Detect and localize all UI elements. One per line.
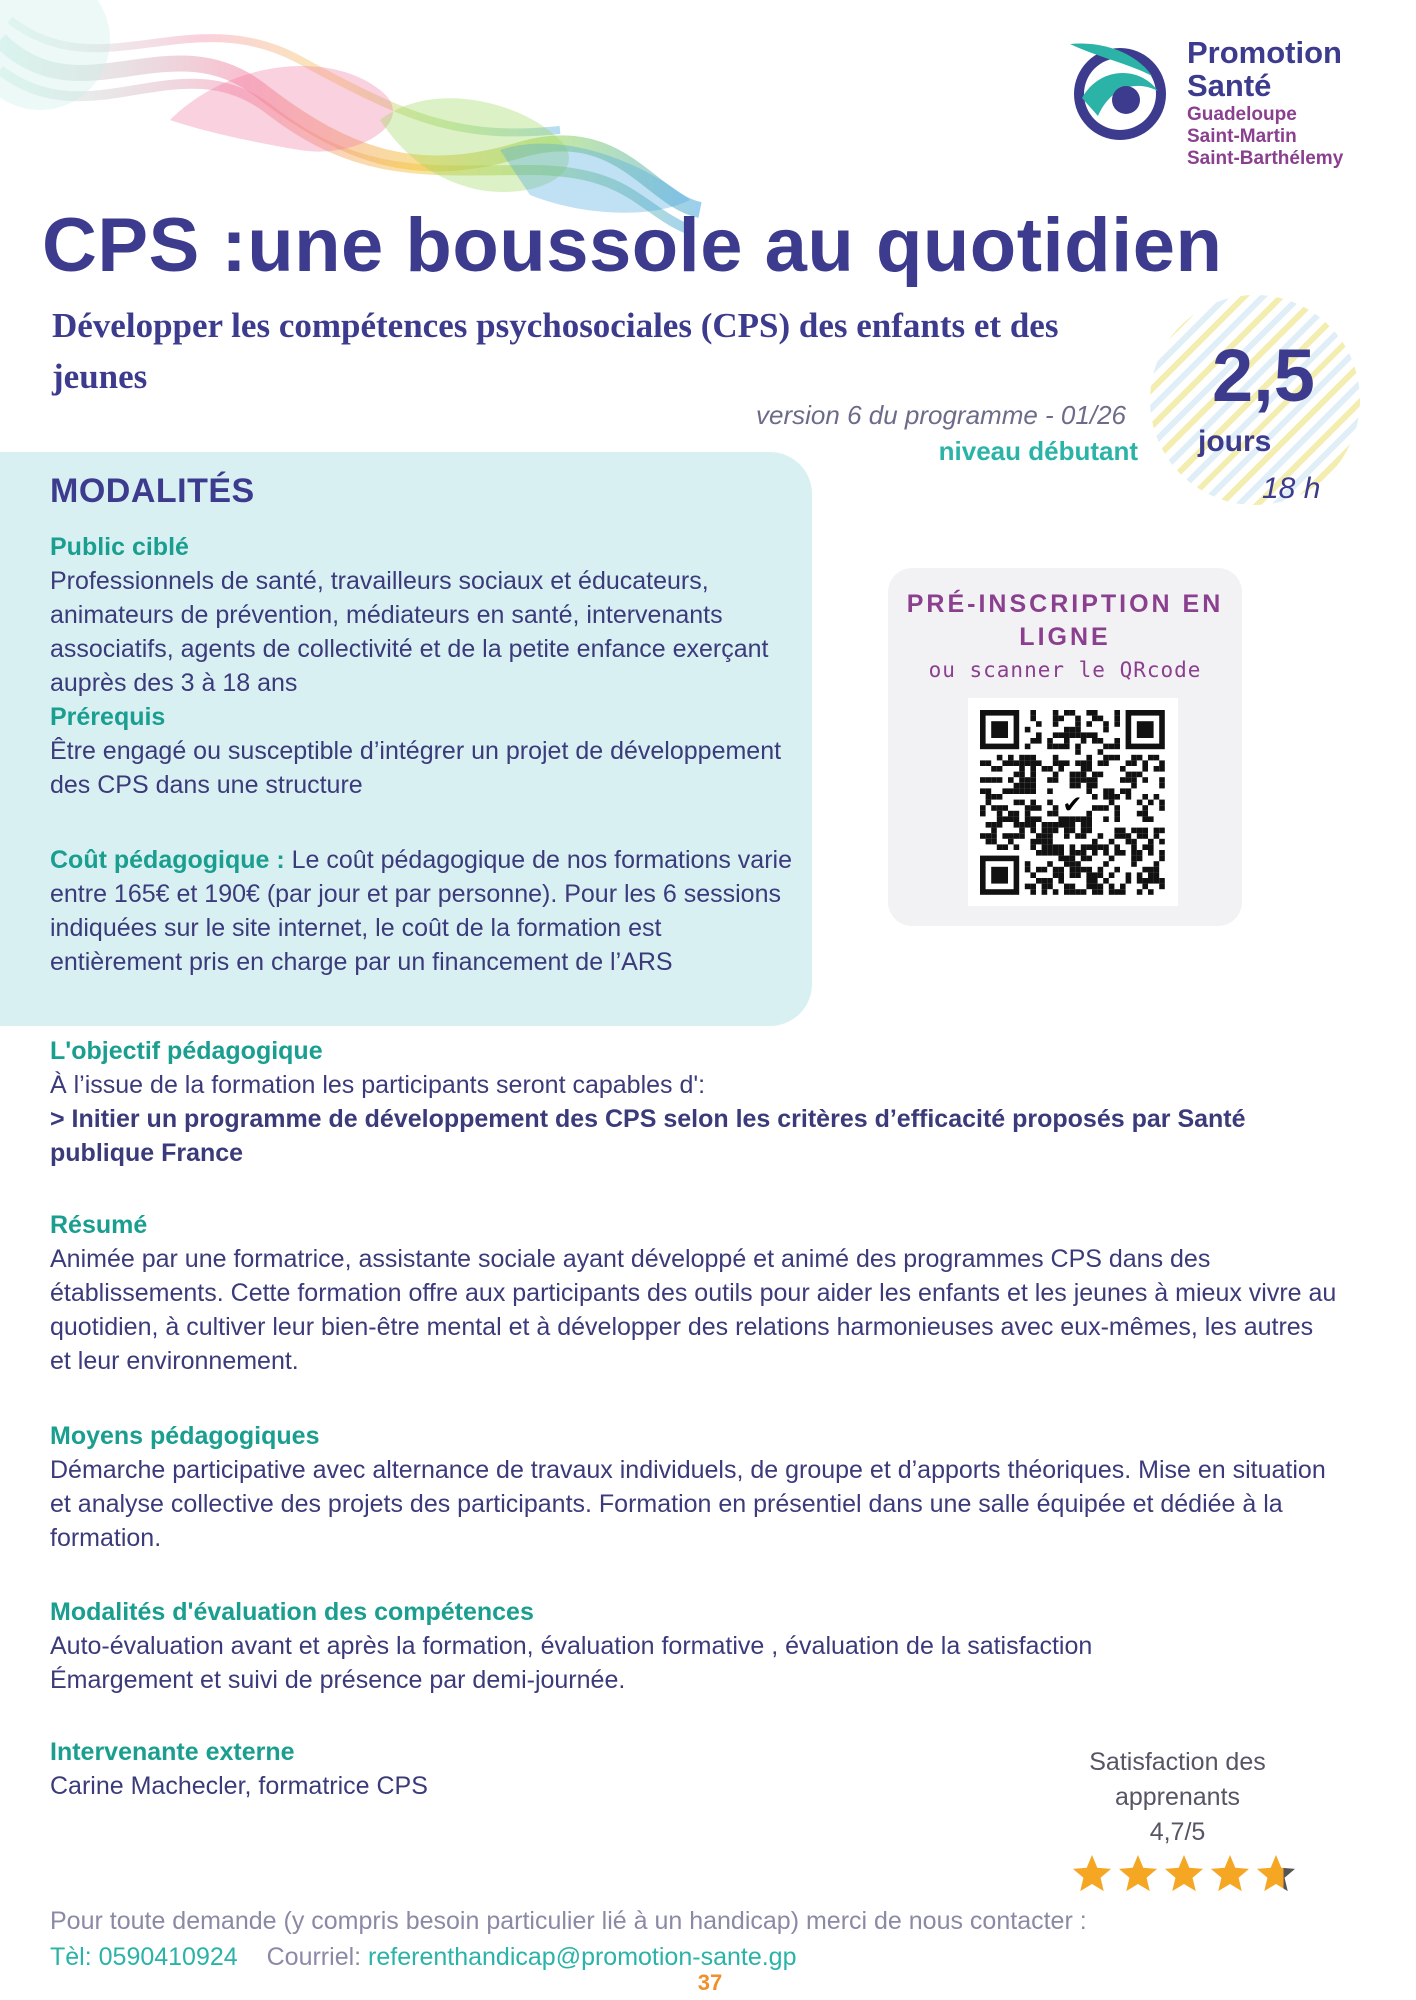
moyens-label: Moyens pédagogiques bbox=[50, 1422, 320, 1450]
mail-label: Courriel: bbox=[266, 1943, 362, 1971]
program-version: version 6 du programme - 01/26 bbox=[756, 400, 1126, 430]
duration-unit: jours bbox=[1198, 425, 1272, 458]
intervenant-label: Intervenante externe bbox=[50, 1738, 295, 1766]
evaluation-line-2: Émargement et suivi de présence par demi-journée. bbox=[50, 1666, 626, 1694]
page-title: CPS :une boussole au quotidien bbox=[42, 203, 1223, 288]
svg-text:✔: ✔ bbox=[1062, 790, 1083, 819]
page-number: 37 bbox=[697, 1970, 723, 1995]
tel-number[interactable]: 0590410924 bbox=[91, 1943, 238, 1971]
public-label: Public ciblé bbox=[50, 533, 189, 561]
resume-section bbox=[50, 1208, 1340, 1378]
prerequis-label: Prérequis bbox=[50, 703, 166, 731]
modalites-heading: MODALITÉS bbox=[50, 472, 255, 510]
star-icon bbox=[1073, 1855, 1111, 1891]
tel-label: Tèl: bbox=[50, 1943, 92, 1971]
intervenant-section bbox=[50, 1735, 850, 1803]
moyens-text: Démarche participative avec alternance de travaux individuels, de groupe et d’apports théoriques. Mise en situation et analyse collective des projets des participants. Formation en présentiel dans une salle équipée et dédiée à la formation. bbox=[50, 1456, 1326, 1552]
evaluation-section bbox=[50, 1595, 1340, 1697]
duration-hours: 18 h bbox=[1262, 472, 1321, 505]
preinscription-title[interactable]: PRÉ-INSCRIPTION EN LIGNE bbox=[906, 590, 1224, 651]
logo-wave-icon bbox=[1060, 36, 1180, 146]
page-subtitle: Développer les compétences psychosociales (CPS) des enfants et des jeunes bbox=[52, 306, 1059, 396]
footer-contact: Pour toute demande (y compris besoin particulier lié à un handicap) merci de nous contacter : bbox=[50, 1907, 1087, 1935]
cout-section bbox=[50, 843, 800, 979]
objectif-label: L'objectif pédagogique bbox=[50, 1037, 323, 1065]
cout-label: Coût pédagogique : bbox=[50, 846, 285, 874]
intervenant-text: Carine Machecler, formatrice CPS bbox=[50, 1772, 428, 1800]
objectif-goal: > Initier un programme de développement des CPS selon les critères d’efficacité proposés par Santé publique France bbox=[50, 1105, 1246, 1167]
resume-label: Résumé bbox=[50, 1211, 148, 1239]
objectif-section bbox=[50, 1034, 1340, 1170]
evaluation-label: Modalités d'évaluation des compétences bbox=[50, 1598, 534, 1626]
level-label: niveau débutant bbox=[938, 436, 1138, 466]
qr-code-icon[interactable] bbox=[968, 698, 1178, 906]
logo-title: Promotion Santé bbox=[1187, 35, 1342, 103]
star-rating bbox=[1070, 1852, 1300, 1896]
satisfaction-label: Satisfaction des apprenants 4,7/5 bbox=[1089, 1748, 1266, 1846]
prerequis-text: Être engagé ou susceptible d’intégrer un projet de développement des CPS dans une structure bbox=[50, 737, 782, 799]
moyens-section bbox=[50, 1419, 1340, 1555]
cout-text: Le coût pédagogique de nos formations varie entre 165€ et 190€ (par jour et par personne). Pour les 6 sessions indiquées sur le site internet, le coût de la formation est entièrement pris en charge par un financement de l’ARS bbox=[50, 846, 792, 976]
duration-days: 2,5 bbox=[1212, 334, 1315, 417]
resume-text: Animée par une formatrice, assistante sociale ayant développé et animé des programmes CPS dans des établissements. Cette formation offre aux participants des outils pour aider les enfants et les jeunes à mieux vivre au quotidien, à cultiver leur bien-être mental et à développer des relations harmonieuses avec eux-mêmes, les autres et leur environnement. bbox=[50, 1245, 1337, 1375]
promotion-sante-logo bbox=[1060, 36, 1390, 186]
public-section bbox=[50, 530, 790, 802]
star-icon bbox=[1119, 1855, 1157, 1891]
evaluation-line-1: Auto-évaluation avant et après la formation, évaluation formative , évaluation de la satisfaction bbox=[50, 1632, 1093, 1660]
star-icon bbox=[1211, 1855, 1249, 1891]
star-icon bbox=[1257, 1855, 1295, 1891]
logo-subtitle: Guadeloupe Saint-Martin Saint-Barthélemy bbox=[1187, 104, 1344, 169]
mail-link[interactable]: referenthandicap@promotion-sante.gp bbox=[361, 1943, 797, 1971]
objectif-intro: À l’issue de la formation les participants seront capables d': bbox=[50, 1071, 706, 1099]
qr-instruction: ou scanner le QRcode bbox=[928, 658, 1202, 682]
star-icon bbox=[1165, 1855, 1203, 1891]
footer-contact-details bbox=[50, 1943, 796, 1972]
public-text: Professionnels de santé, travailleurs sociaux et éducateurs, animateurs de prévention, médiateurs en santé, intervenants associatifs, agents de collectivité et de la petite enfance exerçant auprès des 3 à 18 ans bbox=[50, 567, 769, 697]
